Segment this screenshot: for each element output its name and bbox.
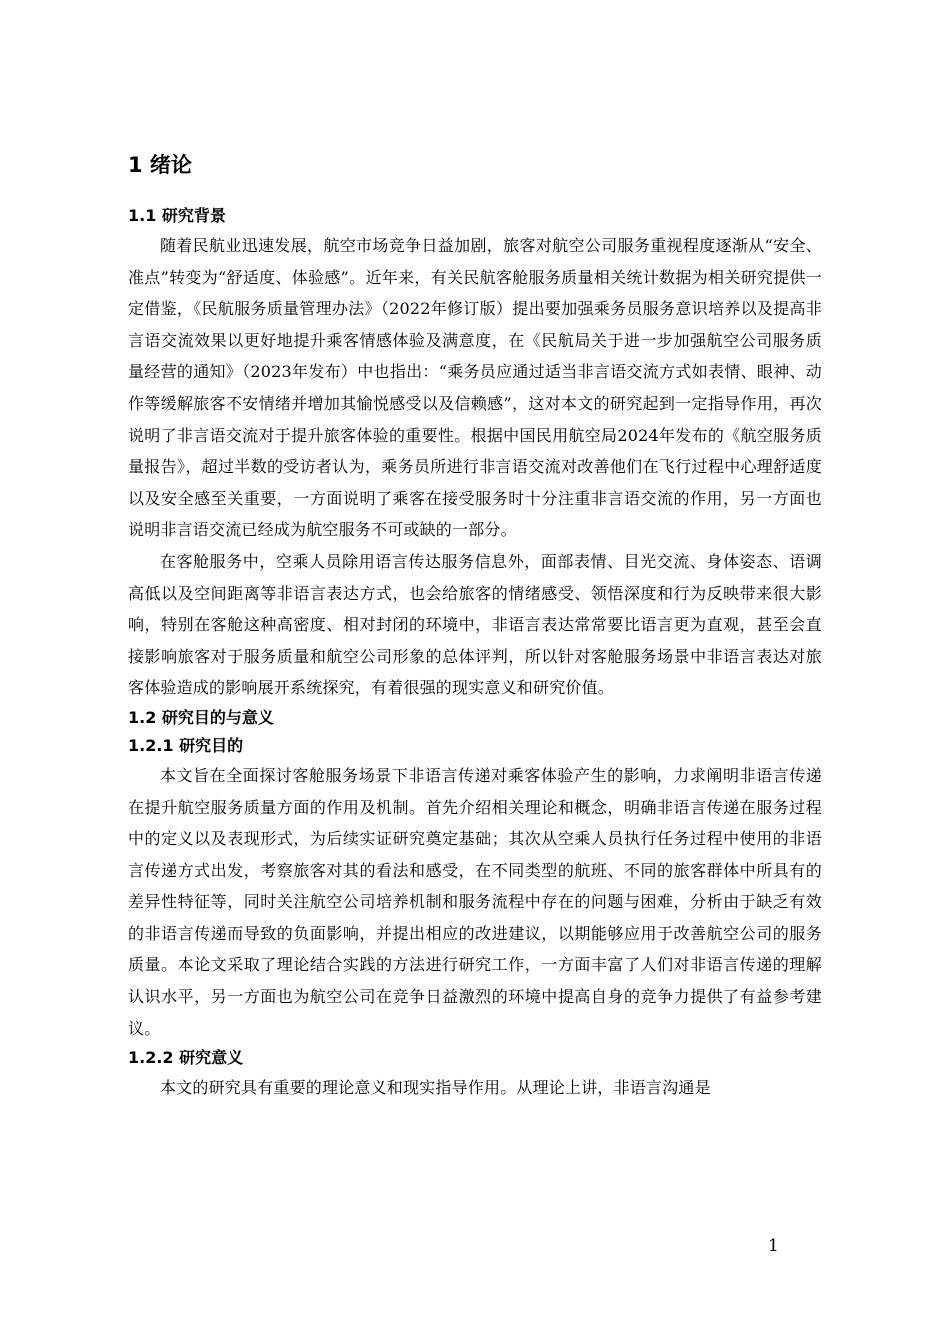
page-body: [128, 148, 822, 1104]
page-number: 1: [768, 1236, 779, 1256]
paragraph: 本文的研究具有重要的理论意义和现实指导作用。从理论上讲，非语言沟通是: [160, 1078, 711, 1098]
subsection-heading-1-2-2: 1.2.2 研究意义: [128, 1048, 244, 1068]
paragraph: 在客舱服务中，空乘人员除用语言传达服务信息外，面部表情、目光交流、身体姿态、语调高低以及空间距离等非语言表达方式，也会给旅客的情绪感受、领悟深度和行为反映带来很大影响，特别在客舱这种高密度、相对封闭的环境中，非语言表达常常要比语言更为直观，甚至会直接影响旅客对于服务质量和航空公司形象的总体评判，所以针对客舱服务场景中非语言表达对旅客体验造成的影响展开系统探究，有着很强的现实意义和研究价值。: [128, 551, 822, 698]
chapter-title: 1 绪论: [128, 153, 192, 177]
paragraph: 本文旨在全面探讨客舱服务场景下非语言传递对乘客体验产生的影响，力求阐明非语言传递在提升航空服务质量方面的作用及机制。首先介绍相关理论和概念，明确非语言传递在服务过程中的定义以及表现形式，为后续实证研究奠定基础；其次从空乘人员执行任务过程中使用的非语言传递方式出发，考察旅客对其的看法和感受，在不同类型的航班、不同的旅客群体中所具有的差异性特征等，同时关注航空公司培养机制和服务流程中存在的问题与困难，分析由于缺乏有效的非语言传递而导致的负面影响，并提出相应的改进建议，以期能够应用于改善航空公司的服务质量。本论文采取了理论结合实践的方法进行研究工作，一方面丰富了人们对非语言传递的理解认识水平，另一方面也为航空公司在竞争日益激烈的环境中提高自身的竞争力提供了有益参考建议。: [128, 765, 822, 1038]
section-heading-1-2: 1.2 研究目的与意义: [128, 707, 274, 727]
paragraph: 随着民航业迅速发展，航空市场竞争日益加剧，旅客对航空公司服务重视程度逐渐从“安全、准点”转变为“舒适度、体验感”。近年来，有关民航客舱服务质量相关统计数据为相关研究提供一定借鉴，《民航服务质量管理办法》（2022年修订版）提出要加强乘务员服务意识培养以及提高非言语交流效果以更好地提升乘客情感体验及满意度，在《民航局关于进一步加强航空公司服务质量经营的通知》（2023年发布）中也指出：“乘务员应通过适当非言语交流方式如表情、眼神、动作等缓解旅客不安情绪并增加其愉悦感受以及信赖感”，这对本文的研究起到一定指导作用，再次说明了非言语交流对于提升旅客体验的重要性。根据中国民用航空局2024年发布的《航空服务质量报告》，超过半数的受访者认为，乘务员所进行非言语交流对改善他们在飞行过程中心理舒适度以及安全感至关重要，一方面说明了乘客在接受服务时十分注重非言语交流的作用，另一方面也说明非言语交流已经成为航空服务不可或缺的一部分。: [128, 236, 822, 540]
section-heading-1-1: 1.1 研究背景: [128, 206, 226, 225]
subsection-heading-1-2-1: 1.2.1 研究目的: [128, 735, 244, 755]
